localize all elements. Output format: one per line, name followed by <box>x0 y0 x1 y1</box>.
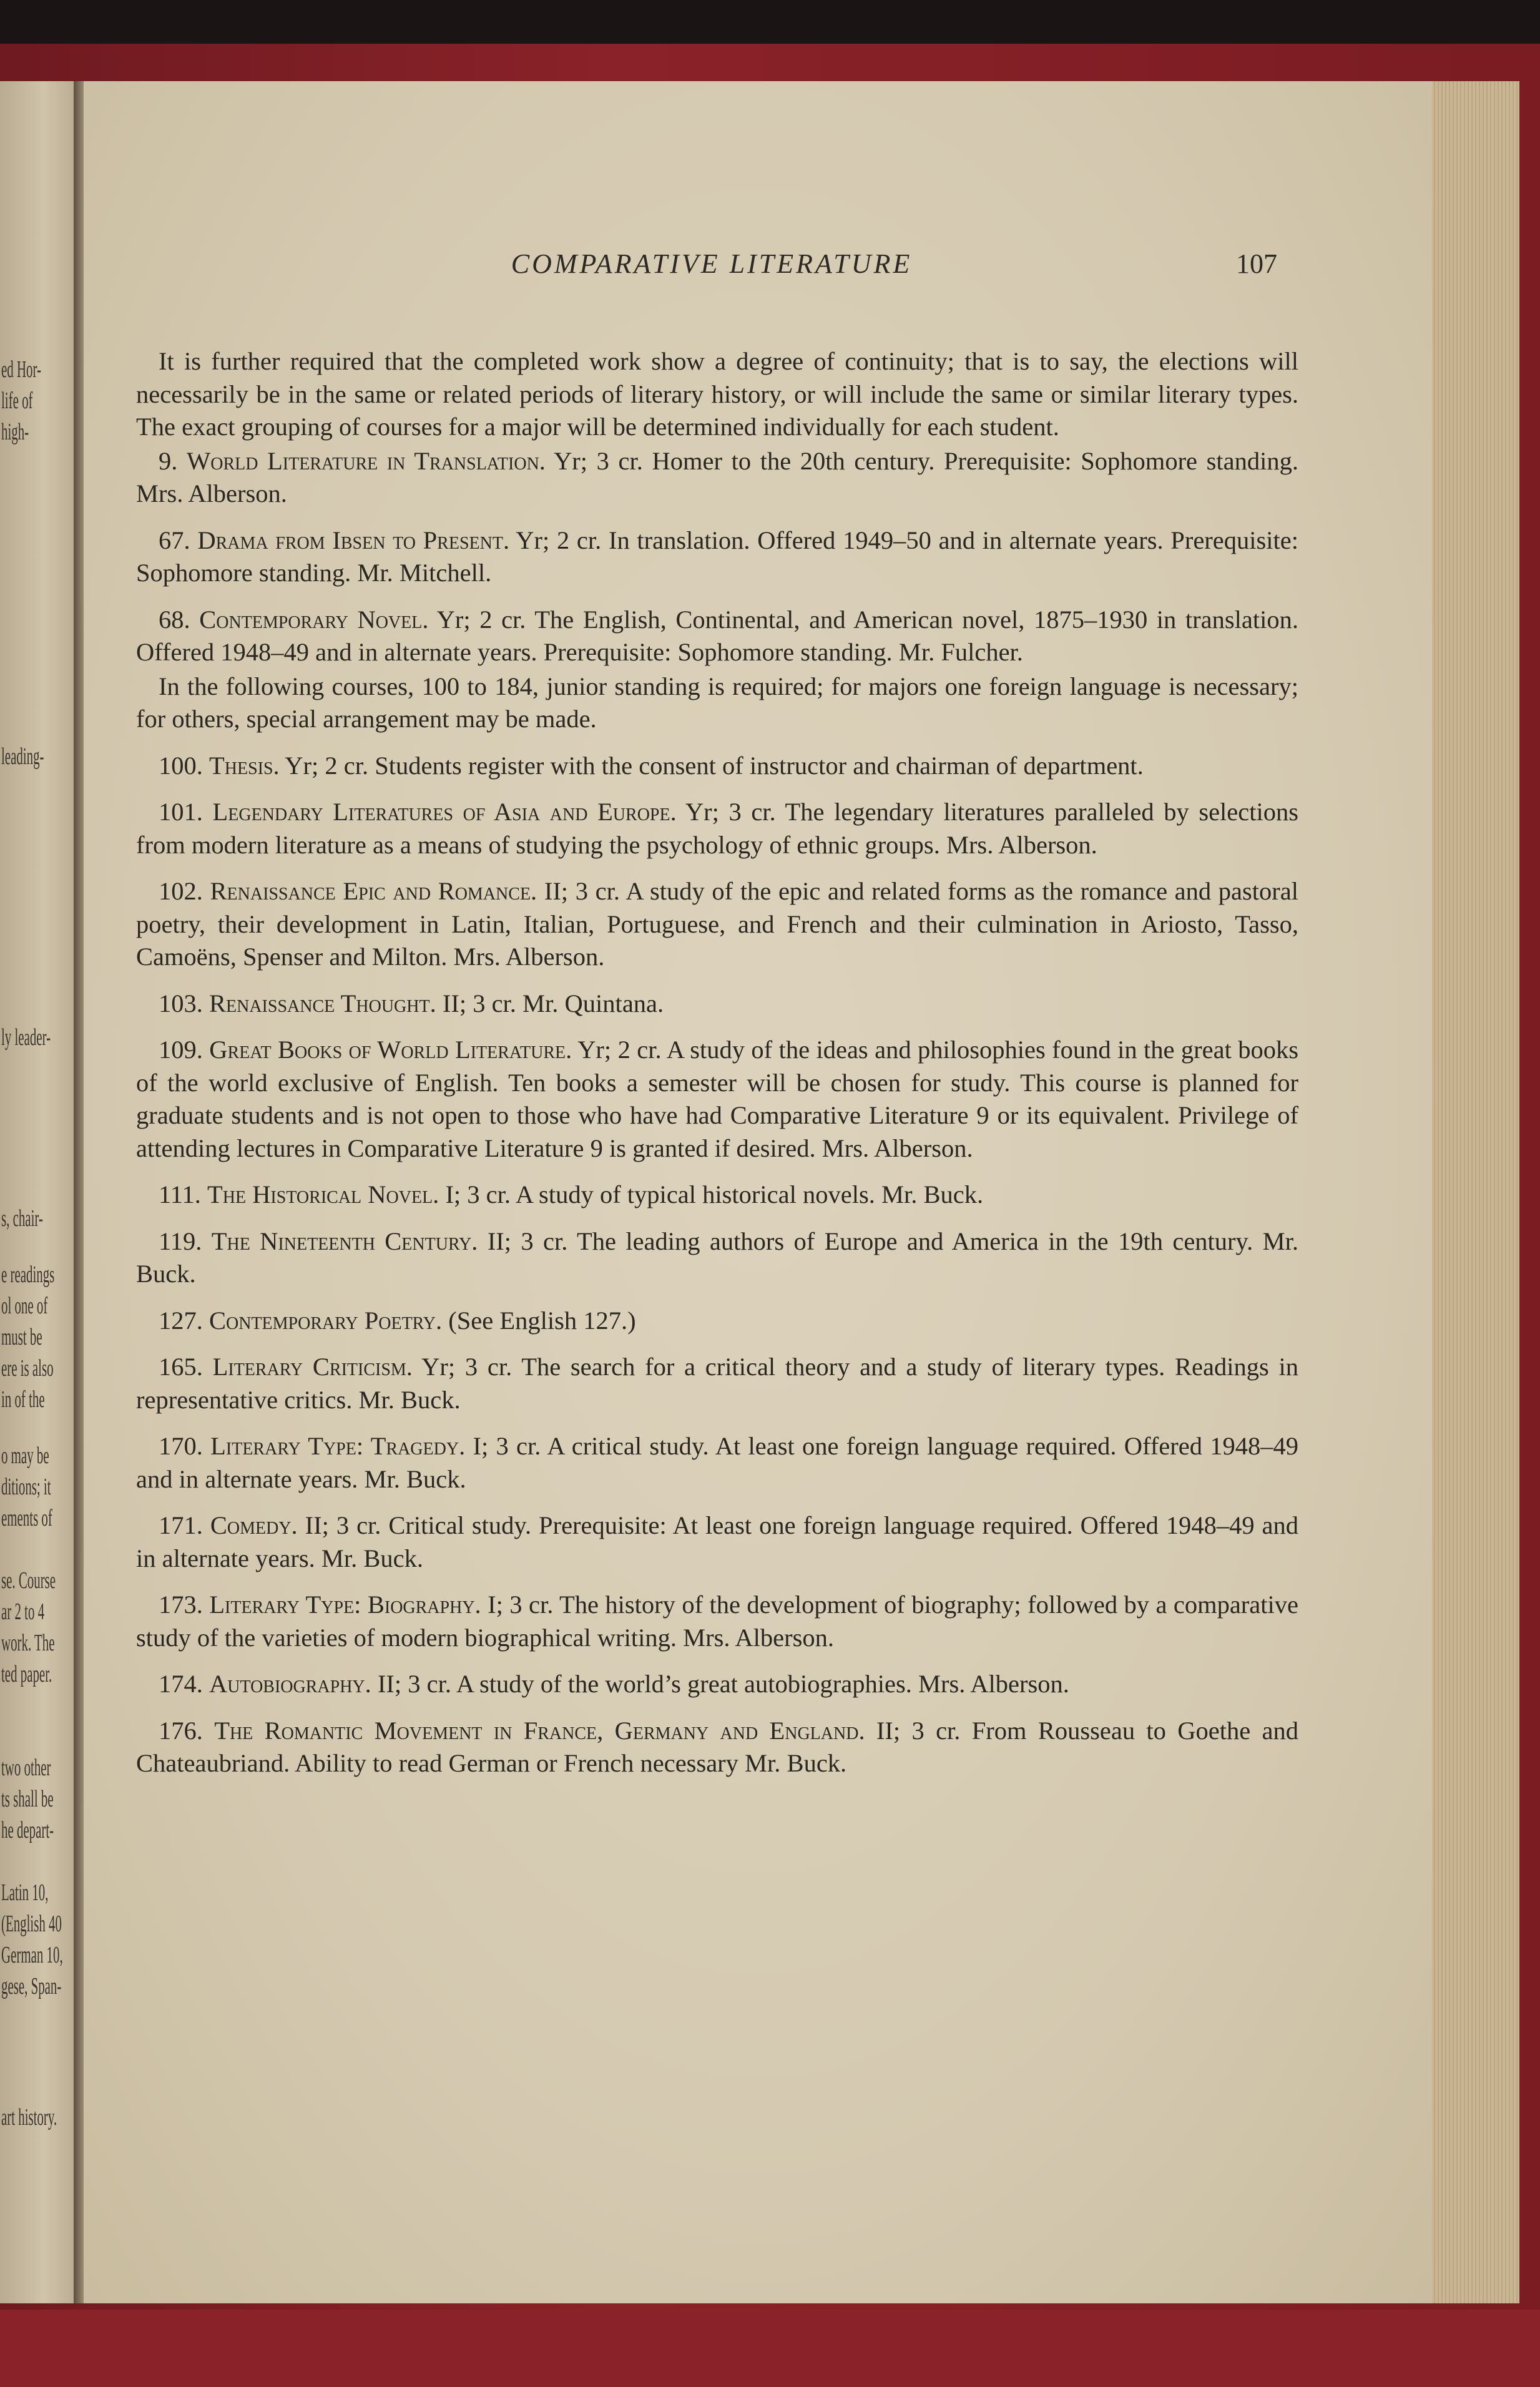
course-number: 119. <box>159 1227 202 1255</box>
facing-page-fragment: ly leader- <box>1 1024 51 1051</box>
facing-page <box>0 81 74 2303</box>
facing-page-fragment: ditions; it <box>1 1474 51 1500</box>
course-title: Contemporary Novel. <box>199 605 429 634</box>
course-title: The Nineteenth Century. <box>211 1227 478 1255</box>
facing-page-fragment: ol one of <box>1 1293 48 1319</box>
course-number: 102. <box>159 877 203 905</box>
course-description: II; 3 cr. From Rousseau to Goethe and Chateaubriand. Ability to read German or French necessary Mr. Buck. <box>136 1716 1299 1777</box>
book-gutter <box>74 81 84 2303</box>
course-entry <box>136 988 1298 1021</box>
course-description: Yr; 2 cr. In translation. Offered 1949–50 and in alternate years. Prerequisite: Sophomore standing. Mr. Mitchell. <box>136 526 1298 587</box>
course-title: Literary Criticism. <box>212 1353 413 1381</box>
facing-page-fragment: gese, Span- <box>1 1973 62 1999</box>
course-number: 109. <box>159 1036 203 1064</box>
course-entry <box>136 1430 1298 1496</box>
facing-page-fragment: high- <box>1 419 29 445</box>
course-number: 171. <box>159 1511 203 1539</box>
course-number: 127. <box>159 1306 203 1335</box>
course-description: Yr; 3 cr. Homer to the 20th century. Prerequisite: Sophomore standing. Mrs. Alberson. <box>136 446 1299 507</box>
facing-page-fragment: in of the <box>1 1386 45 1413</box>
course-number: 103. <box>159 989 203 1017</box>
course-description: Yr; 3 cr. The legendary literatures paralleled by selections from modern literature as a means of studying the psychology of ethnic groups. Mrs. Alberson. <box>136 798 1299 859</box>
course-title: Contemporary Poetry. <box>209 1306 443 1335</box>
facing-page-fragment: leading- <box>1 743 44 770</box>
course-description: II; 3 cr. The leading authors of Europe and America in the 19th century. Mr. Buck. <box>136 1227 1299 1288</box>
course-description: Yr; 3 cr. The search for a critical theory and a study of literary types. Readings in representative critics. Mr. Buck. <box>136 1353 1298 1414</box>
course-number: 170. <box>159 1432 203 1460</box>
course-description: II; 3 cr. A study of the epic and related forms as the romance and pastoral poetry, their development in Latin, Italian, Portuguese, and French and their culmination in Ariosto, Tasso, Camoëns, Spenser and Milton. Mrs. Alberson. <box>136 877 1299 971</box>
course-title: Renaissance Epic and Romance. <box>210 877 537 905</box>
course-number: 101. <box>159 798 203 826</box>
facing-page-fragment: Latin 10, <box>1 1880 49 1906</box>
course-title: Thesis. <box>209 751 280 780</box>
course-title: Literary Type: Tragedy. <box>210 1432 466 1460</box>
course-entry <box>136 524 1298 590</box>
course-number: 67. <box>159 526 190 554</box>
facing-page-fragment: must be <box>1 1324 42 1350</box>
running-head: COMPARATIVE LITERATURE <box>511 248 913 279</box>
course-title: Comedy. <box>210 1511 298 1539</box>
course-number: 174. <box>159 1670 203 1698</box>
paragraph-text: It is further required that the completed work show a degree of continuity; that is to say, the elections will necessarily be in the same or related periods of literary history, or will include the same or similar literary types. The exact grouping of courses for a major will be determined individually for each student. <box>136 347 1298 441</box>
facing-page-fragment: e readings <box>1 1262 55 1288</box>
course-entry <box>136 1509 1298 1575</box>
course-entry <box>136 796 1298 861</box>
course-description: II; 3 cr. Critical study. Prerequisite: At least one foreign language required. Offered 1948–49 and in alternate years. Mr. Buck. <box>136 1511 1299 1572</box>
facing-page-fragment: he depart- <box>1 1817 54 1843</box>
course-description: II; 3 cr. A study of the world’s great autobiographies. Mrs. Alberson. <box>377 1670 1069 1698</box>
book-cover-edge <box>0 2310 1540 2387</box>
course-entry <box>136 445 1298 511</box>
course-number: 100. <box>159 751 203 780</box>
facing-page-fragment: work. The <box>1 1630 55 1656</box>
course-entry <box>136 1225 1298 1291</box>
course-description: II; 3 cr. Mr. Quintana. <box>442 989 664 1017</box>
facing-page-fragment: s, chair- <box>1 1205 43 1232</box>
course-description: I; 3 cr. A critical study. At least one foreign language required. Offered 1948–49 and in alternate years. Mr. Buck. <box>136 1432 1298 1493</box>
course-description: Yr; 2 cr. A study of the ideas and philosophies found in the great books of the world exclusive of English. Ten books a semester will be chosen for study. This course is planned for graduate students and is not open to those who have had Comparative Literature 9 or its equivalent. Privilege of attending lectures in Comparative Literature 9 is granted if desired. Mrs. Alberson. <box>136 1036 1298 1162</box>
facing-page-fragment: ere is also <box>1 1355 54 1381</box>
course-number: 176. <box>159 1716 203 1745</box>
course-description: I; 3 cr. A study of typical historical novels. Mr. Buck. <box>445 1180 984 1208</box>
course-entry <box>136 1305 1298 1338</box>
facing-page-fragment: two other <box>1 1755 51 1781</box>
course-title: Legendary Literatures of Asia and Europe. <box>212 798 677 826</box>
course-title: Renaissance Thought. <box>209 989 436 1017</box>
course-description: I; 3 cr. The history of the development of biography; followed by a comparative study of the varieties of modern biographical writing. Mrs. Alberson. <box>136 1591 1298 1652</box>
facing-page-fragment: ed Hor- <box>1 356 41 383</box>
course-number: 173. <box>159 1591 203 1619</box>
course-title: Autobiography. <box>209 1670 371 1698</box>
facing-page-fragment: o may be <box>1 1443 49 1469</box>
course-entry <box>136 604 1298 669</box>
facing-page-fragment: German 10, <box>1 1942 63 1968</box>
course-entry <box>136 1668 1298 1701</box>
course-entry <box>136 750 1298 783</box>
course-description: (See English 127.) <box>448 1306 636 1335</box>
course-entry <box>136 1715 1298 1780</box>
course-number: 68. <box>159 605 190 634</box>
facing-page-fragment: ts shall be <box>1 1786 54 1812</box>
facing-page-fragment: life of <box>1 388 33 414</box>
course-number: 9. <box>159 446 178 475</box>
paragraph <box>136 670 1298 736</box>
course-title: World Literature in Translation. <box>187 446 546 475</box>
paragraph-text: In the following courses, 100 to 184, junior standing is required; for majors one foreign language is necessary; for others, special arrangement may be made. <box>136 672 1298 733</box>
course-description: Yr; 2 cr. The English, Continental, and American novel, 1875–1930 in translation. Offered 1948–49 and in alternate years. Prerequisite: Sophomore standing. Mr. Fulcher. <box>136 605 1299 666</box>
facing-page-fragment: (English 40 <box>1 1911 62 1937</box>
course-title: Drama from Ibsen to Present. <box>197 526 510 554</box>
facing-page-fragment: ements of <box>1 1505 52 1531</box>
course-title: The Historical Novel. <box>207 1180 439 1208</box>
course-title: Literary Type: Biography. <box>209 1591 481 1619</box>
page-number: 107 <box>1236 248 1277 279</box>
course-title: Great Books of World Literature. <box>209 1036 572 1064</box>
course-entry <box>136 1179 1298 1212</box>
course-description: Yr; 2 cr. Students register with the consent of instructor and chairman of department. <box>285 751 1144 780</box>
paragraph <box>136 345 1298 444</box>
course-title: The Romantic Movement in France, Germany and England. <box>214 1716 865 1745</box>
course-entry <box>136 1589 1298 1654</box>
facing-page-fragment: ar 2 to 4 <box>1 1599 45 1625</box>
facing-page-fragment: art history. <box>1 2104 57 2130</box>
facing-page-fragment: se. Course <box>1 1567 56 1594</box>
page-text <box>136 345 1298 1794</box>
course-entry <box>136 1034 1298 1165</box>
course-entry <box>136 1351 1298 1416</box>
course-number: 165. <box>159 1353 203 1381</box>
page-edges <box>1432 81 1519 2303</box>
course-entry <box>136 875 1298 974</box>
course-number: 111. <box>159 1180 201 1208</box>
facing-page-fragment: ted paper. <box>1 1661 52 1687</box>
